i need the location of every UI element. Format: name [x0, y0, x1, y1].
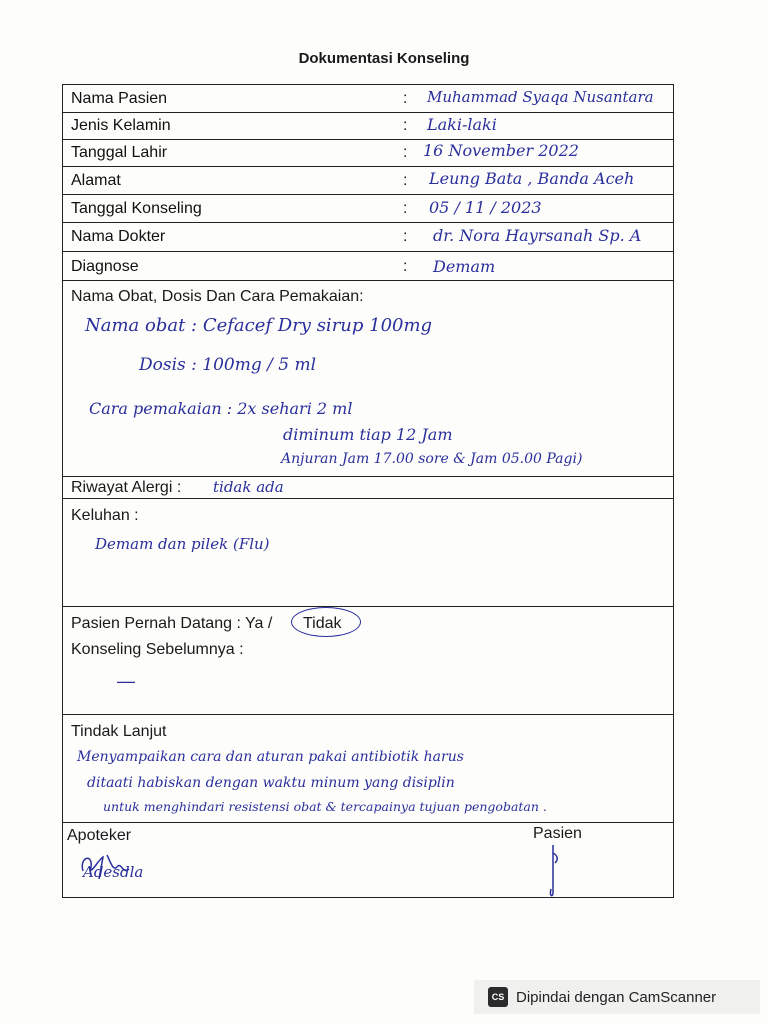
- complaint-label: Keluhan :: [71, 507, 139, 524]
- follow-up-line: untuk menghindari resistensi obat & tercapainya tujuan pengobatan .: [103, 799, 547, 814]
- allergy-value: tidak ada: [213, 478, 284, 496]
- previous-visit-section: [63, 607, 673, 715]
- field-colon: :: [403, 144, 408, 161]
- field-colon: :: [403, 90, 408, 107]
- medication-line: Cara pemakaian : 2x sehari 2 ml: [89, 399, 353, 418]
- medication-line: diminum tiap 12 Jam: [283, 425, 453, 444]
- complaint-value: Demam dan pilek (Flu): [95, 535, 270, 553]
- previous-visit-label: Pasien Pernah Datang : Ya /: [71, 615, 273, 632]
- pharmacist-signature-scribble: [77, 849, 137, 883]
- medication-line: Nama obat : Cefacef Dry sirup 100mg: [85, 315, 433, 336]
- medication-line: Dosis : 100mg / 5 ml: [139, 355, 317, 375]
- field-label: Alamat: [71, 172, 121, 189]
- field-row-diagnose: [63, 252, 673, 281]
- field-label: Nama Pasien: [71, 90, 168, 107]
- medication-section: [63, 281, 673, 477]
- follow-up-section: [63, 715, 673, 823]
- pharmacist-label: Apoteker: [67, 827, 132, 844]
- previous-counseling-label: Konseling Sebelumnya :: [71, 641, 244, 658]
- field-label: Tanggal Konseling: [71, 200, 202, 217]
- field-label: Jenis Kelamin: [71, 117, 171, 134]
- field-row-alamat: [63, 167, 673, 195]
- camscanner-badge: [474, 980, 760, 1014]
- field-colon: :: [403, 258, 408, 275]
- field-value: 16 November 2022: [423, 141, 579, 160]
- follow-up-line: ditaati habiskan dengan waktu minum yang disiplin: [87, 775, 455, 791]
- field-row-nama-dokter: [63, 223, 673, 252]
- field-value: Laki-laki: [427, 115, 497, 134]
- page-title: Dokumentasi Konseling: [298, 50, 470, 67]
- complaint-section: [63, 499, 673, 607]
- patient-label: Pasien: [533, 825, 582, 842]
- field-colon: :: [403, 200, 408, 217]
- follow-up-line: Menyampaikan cara dan aturan pakai antibiotik harus: [77, 749, 464, 765]
- field-label: Nama Dokter: [71, 228, 166, 245]
- patient-signature: [541, 843, 565, 899]
- field-value: Demam: [433, 257, 496, 276]
- signature-section: [63, 823, 673, 899]
- medication-label: Nama Obat, Dosis Dan Cara Pemakaian:: [71, 288, 364, 305]
- field-value: Muhammad Syaqa Nusantara: [427, 88, 654, 106]
- follow-up-label: Tindak Lanjut: [71, 723, 167, 740]
- counseling-form: [62, 84, 674, 898]
- field-value: Leung Bata , Banda Aceh: [429, 169, 635, 188]
- field-row-jenis-kelamin: [63, 113, 673, 140]
- field-value: dr. Nora Hayrsanah Sp. A: [433, 226, 642, 245]
- field-label: Tanggal Lahir: [71, 144, 168, 161]
- allergy-label: Riwayat Alergi :: [71, 479, 182, 496]
- allergy-row: [63, 477, 673, 499]
- field-colon: :: [403, 228, 408, 245]
- camscanner-text: Dipindai dengan CamScanner: [516, 988, 717, 1006]
- camscanner-logo-icon: CS: [488, 987, 508, 1007]
- field-row-tanggal-konseling: [63, 195, 673, 223]
- field-colon: :: [403, 117, 408, 134]
- pharmacist-signature: Adesdla: [83, 863, 144, 881]
- field-value: 05 / 11 / 2023: [429, 198, 542, 217]
- medication-line: Anjuran Jam 17.00 sore & Jam 05.00 Pagi): [281, 451, 583, 467]
- field-label: Diagnose: [71, 258, 139, 275]
- previous-counseling-value: —: [117, 671, 135, 691]
- field-row-nama-pasien: [63, 85, 673, 113]
- field-row-tanggal-lahir: [63, 140, 673, 167]
- field-colon: :: [403, 172, 408, 189]
- previous-visit-option: Tidak: [303, 615, 342, 632]
